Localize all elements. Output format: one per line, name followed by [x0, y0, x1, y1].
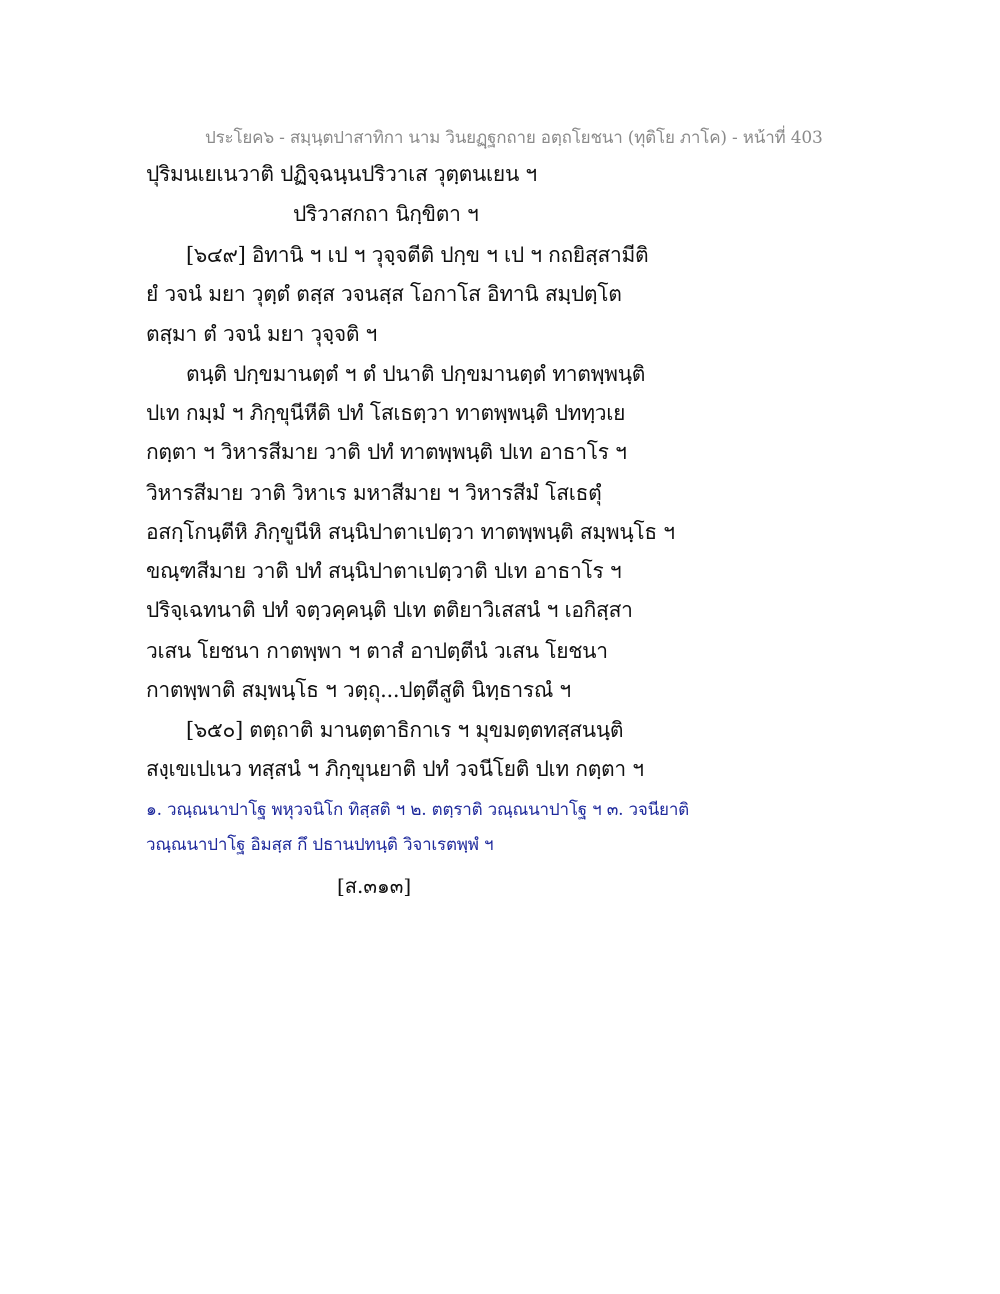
footnote-line: ๑. วณฺณนาปาโฐ พหุวจนิโก ทิสฺสติ ฯ ๒. ตตฺราติ วณฺณนาปาโฐ ฯ ๓. วจนียาติ — [146, 800, 690, 820]
body-line: ยํ วจนํ มยา วุตฺตํ ตสฺส วจนสฺส โอกาโส อิทานิ สมฺปตฺโต — [146, 282, 622, 306]
body-line-indented: ตนฺติ ปกฺขมานตฺตํ ฯ ตํ ปนาติ ปกฺขมานตฺตํ ทาตพฺพนฺติ — [186, 362, 646, 386]
body-line: ปุริมนเยเนวาติ ปฏิจฺฉนฺนปริวาเส วุตฺตนเยน ฯ — [146, 162, 537, 186]
body-line: ตสฺมา ตํ วจนํ มยา วุจฺจติ ฯ — [146, 322, 378, 346]
body-line: ปริจฺเฉทนาติ ปทํ จตฺวคฺคนฺติ ปเท ตติยาวิเสสนํ ฯ เอกิสฺสา — [146, 598, 633, 622]
running-header: ประโยค๖ - สมฺนฺตปาสาทิกา นาม วินยฏฺฐกถาย อตฺถโยชนา (ทุติโย ภาโค) - หน้าที่ 403 — [205, 128, 823, 148]
body-line: วเสน โยชนา กาตพฺพา ฯ ตาสํ อาปตฺตีนํ วเสน โยชนา — [146, 639, 608, 663]
section-end-line: ปริวาสกถา นิกฺขิตา ฯ — [293, 202, 479, 226]
paragraph-649-start: [๖๔๙] อิทานิ ฯ เป ฯ วุจฺจตีติ ปกฺข ฯ เป ฯ กถยิสฺสามีติ — [186, 243, 649, 267]
paragraph-650-start: [๖๕๐] ตตฺถาติ มานตฺตาธิกาเร ฯ มุขมตฺตทสฺสนนฺติ — [186, 718, 624, 742]
body-line: วิหารสีมาย วาติ วิหาเร มหาสีมาย ฯ วิหารสีมํ โสเธตุํ — [146, 481, 602, 505]
footnote-line: วณฺณนาปาโฐ อิมสฺส กึ ปธานปทนฺติ วิจาเรตพฺพํ ฯ — [146, 835, 494, 855]
body-line: ปเท กมฺมํ ฯ ภิกฺขุนีหีติ ปทํ โสเธตฺวา ทาตพฺพนฺติ ปททฺวเย — [146, 401, 626, 425]
body-line: กตฺตา ฯ วิหารสีมาย วาติ ปทํ ทาตพฺพนฺติ ปเท อาธาโร ฯ — [146, 440, 627, 464]
body-line: ขณฺฑสีมาย วาติ ปทํ สนฺนิปาตาเปตฺวาติ ปเท อาธาโร ฯ — [146, 559, 622, 583]
body-line: สงฺเขเปเนว ทสฺสนํ ฯ ภิกฺขุนยาติ ปทํ วจนีโยติ ปเท กตฺตา ฯ — [146, 757, 644, 781]
body-line: กาตพฺพาติ สมฺพนฺโธ ฯ วตฺถุ...ปตฺตีสูติ นิทฺธารณํ ฯ — [146, 678, 571, 702]
page-reference: [ส.๓๑๓] — [337, 874, 412, 898]
body-line: อสกฺโกนฺตีหิ ภิกฺขูนีหิ สนฺนิปาตาเปตฺวา ทาตพฺพนฺติ สมฺพนฺโธ ฯ — [146, 520, 675, 544]
